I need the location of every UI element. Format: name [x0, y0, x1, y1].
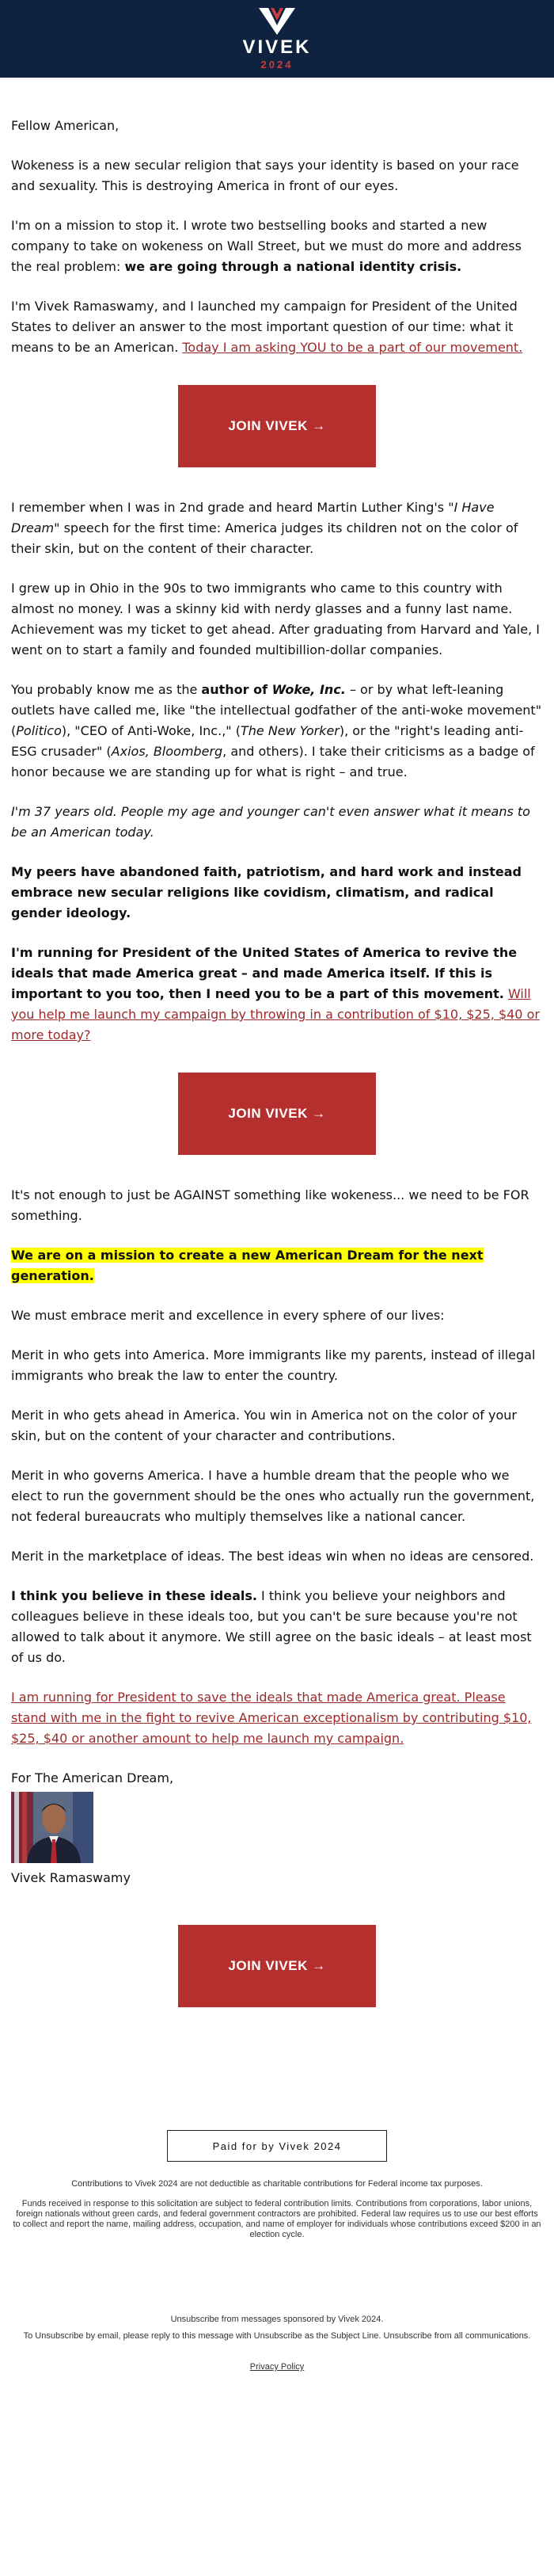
unsubscribe-instructions[interactable]: To Unsubscribe by email, please reply to this message with Unsubscribe as the Subject Line. Unsubscribe from all communications.	[23, 2331, 531, 2341]
legal-disclaimer: Funds received in response to this solicitation are subject to federal contribution limits. Contributions from corporations, labor unions, foreign nationals without green cards, and federal government contractors are prohibited. Federal law requires us to use our best efforts to collect and report the name, mailing address, occupation, and name of employer for individuals whose contributions exceed $200 in an election cycle.	[13, 2199, 541, 2239]
paragraph-peers: My peers have abandoned faith, patriotism, and hard work and instead embrace new secular religions like covidism, climatism, and radical gender ideology.	[11, 864, 522, 920]
unsubscribe-link[interactable]: Unsubscribe from messages sponsored by Vivek 2024.	[170, 2315, 384, 2324]
paragraph-ohio: I grew up in Ohio in the 90s to two immigrants who came to this country with almost no money. I was a skinny kid with nerdy glasses and a funny last name. Achievement was my ticket to get ahead. After graduating from Harvard and Yale, I went on to start a family and founded multibillion-dollar companies.	[11, 581, 540, 657]
join-vivek-button[interactable]: JOIN VIVEK →	[178, 385, 376, 467]
greeting: Fellow American,	[11, 118, 120, 133]
paragraph-mission: I'm on a mission to stop it. I wrote two bestselling books and started a new company to take on wokeness on Wall Street, but we must do more and address the real problem: we are going through a national identity crisis.	[11, 218, 522, 274]
paragraph-merit-intro: We must embrace merit and excellence in every sphere of our lives:	[11, 1308, 445, 1323]
final-contribution-link[interactable]: I am running for President to save the ideals that made America great. Please stand with me in the fight to revive American exceptionalism by contributing $10, $25, $40 or another amount to help me launch my campaign.	[11, 1690, 532, 1746]
join-vivek-button[interactable]: JOIN VIVEK →	[178, 1925, 376, 2007]
highlighted-text: We are on a mission to create a new American Dream for the next generation.	[11, 1248, 484, 1283]
sign-off: For The American Dream,	[11, 1770, 174, 1785]
paragraph-author: You probably know me as the author of Woke, Inc. – or by what left-leaning outlets have called me, like "the intellectual godfather of the anti-woke movement" (Politico), "CEO of Anti-Woke, Inc.," (The New Yorker), or the "right's leading anti-ESG crusader" (Axios, Bloomberg, and others). I take their criticisms as a badge of honor because we are standing up for what is right – and true.	[11, 682, 542, 779]
movement-link[interactable]: Today I am asking YOU to be a part of our movement.	[182, 340, 523, 355]
merit-item: Merit in who governs America. I have a humble dream that the people who we elect to run the government should be the ones who actually run the government, not federal bureaucrats who multiply themselves like a national cancer.	[11, 1468, 535, 1524]
vivek-v-logo-icon	[259, 8, 295, 35]
email-body	[0, 78, 554, 2007]
signature-name: Vivek Ramaswamy	[11, 1870, 131, 1885]
paragraph-final-appeal	[11, 1687, 543, 1749]
contribution-link[interactable]: Will you help me launch my campaign by throwing in a contribution of $10, $25, $40 or more today?	[11, 986, 540, 1042]
tax-disclaimer: Contributions to Vivek 2024 are not deductible as charitable contributions for Federal income tax purposes.	[71, 2179, 483, 2189]
paid-for-box: Paid for by Vivek 2024	[167, 2130, 387, 2162]
paragraph-running: I'm running for President of the United States of America to revive the ideals that made America great – and made America itself. If this is important to you too, then I need you to be a part of this movement. Will you help me launch my campaign by throwing in a contribution of $10, $25, $40 or more today?	[11, 945, 540, 1042]
paragraph-wokeness: Wokeness is a new secular religion that says your identity is based on your race and sexuality. This is destroying America in front of our eyes.	[11, 158, 519, 193]
paragraph-intro: I'm Vivek Ramaswamy, and I launched my campaign for President of the United States to deliver an answer to the most important question of our time: what it means to be an American. Today I am asking YOU to be a part of our movement.	[11, 299, 523, 355]
email-header	[0, 0, 554, 78]
paragraph-against: It's not enough to just be AGAINST something like wokeness... we need to be FOR something.	[11, 1187, 529, 1223]
paragraph-american-dream	[11, 1245, 543, 1286]
privacy-policy-link[interactable]: Privacy Policy	[249, 2362, 305, 2372]
brand-name: VIVEK	[242, 36, 312, 58]
paragraph-mlk: I remember when I was in 2nd grade and heard Martin Luther King's "I Have Dream" speech for the first time: America judges its children not on the color of their skin, but on the content of their character.	[11, 500, 518, 556]
join-vivek-button[interactable]: JOIN VIVEK →	[178, 1073, 376, 1155]
paragraph-believe: I think you believe in these ideals. I think you believe your neighbors and colleagues believe in these ideals too, but you can't be sure because you're not allowed to talk about it anymore. We still agree on the basic ideals – at least most of us do.	[11, 1588, 532, 1665]
merit-item: Merit in who gets ahead in America. You win in America not on the color of your skin, but on the content of your character and contributions.	[11, 1408, 517, 1443]
merit-item: Merit in who gets into America. More immigrants like my parents, instead of illegal immigrants who break the law to enter the country.	[11, 1347, 536, 1383]
paragraph-age: I'm 37 years old. People my age and younger can't even answer what it means to be an American today.	[11, 804, 530, 840]
merit-item: Merit in the marketplace of ideas. The best ideas win when no ideas are censored.	[11, 1549, 534, 1564]
brand-year: 2024	[260, 59, 294, 70]
candidate-photo	[11, 1792, 93, 1863]
